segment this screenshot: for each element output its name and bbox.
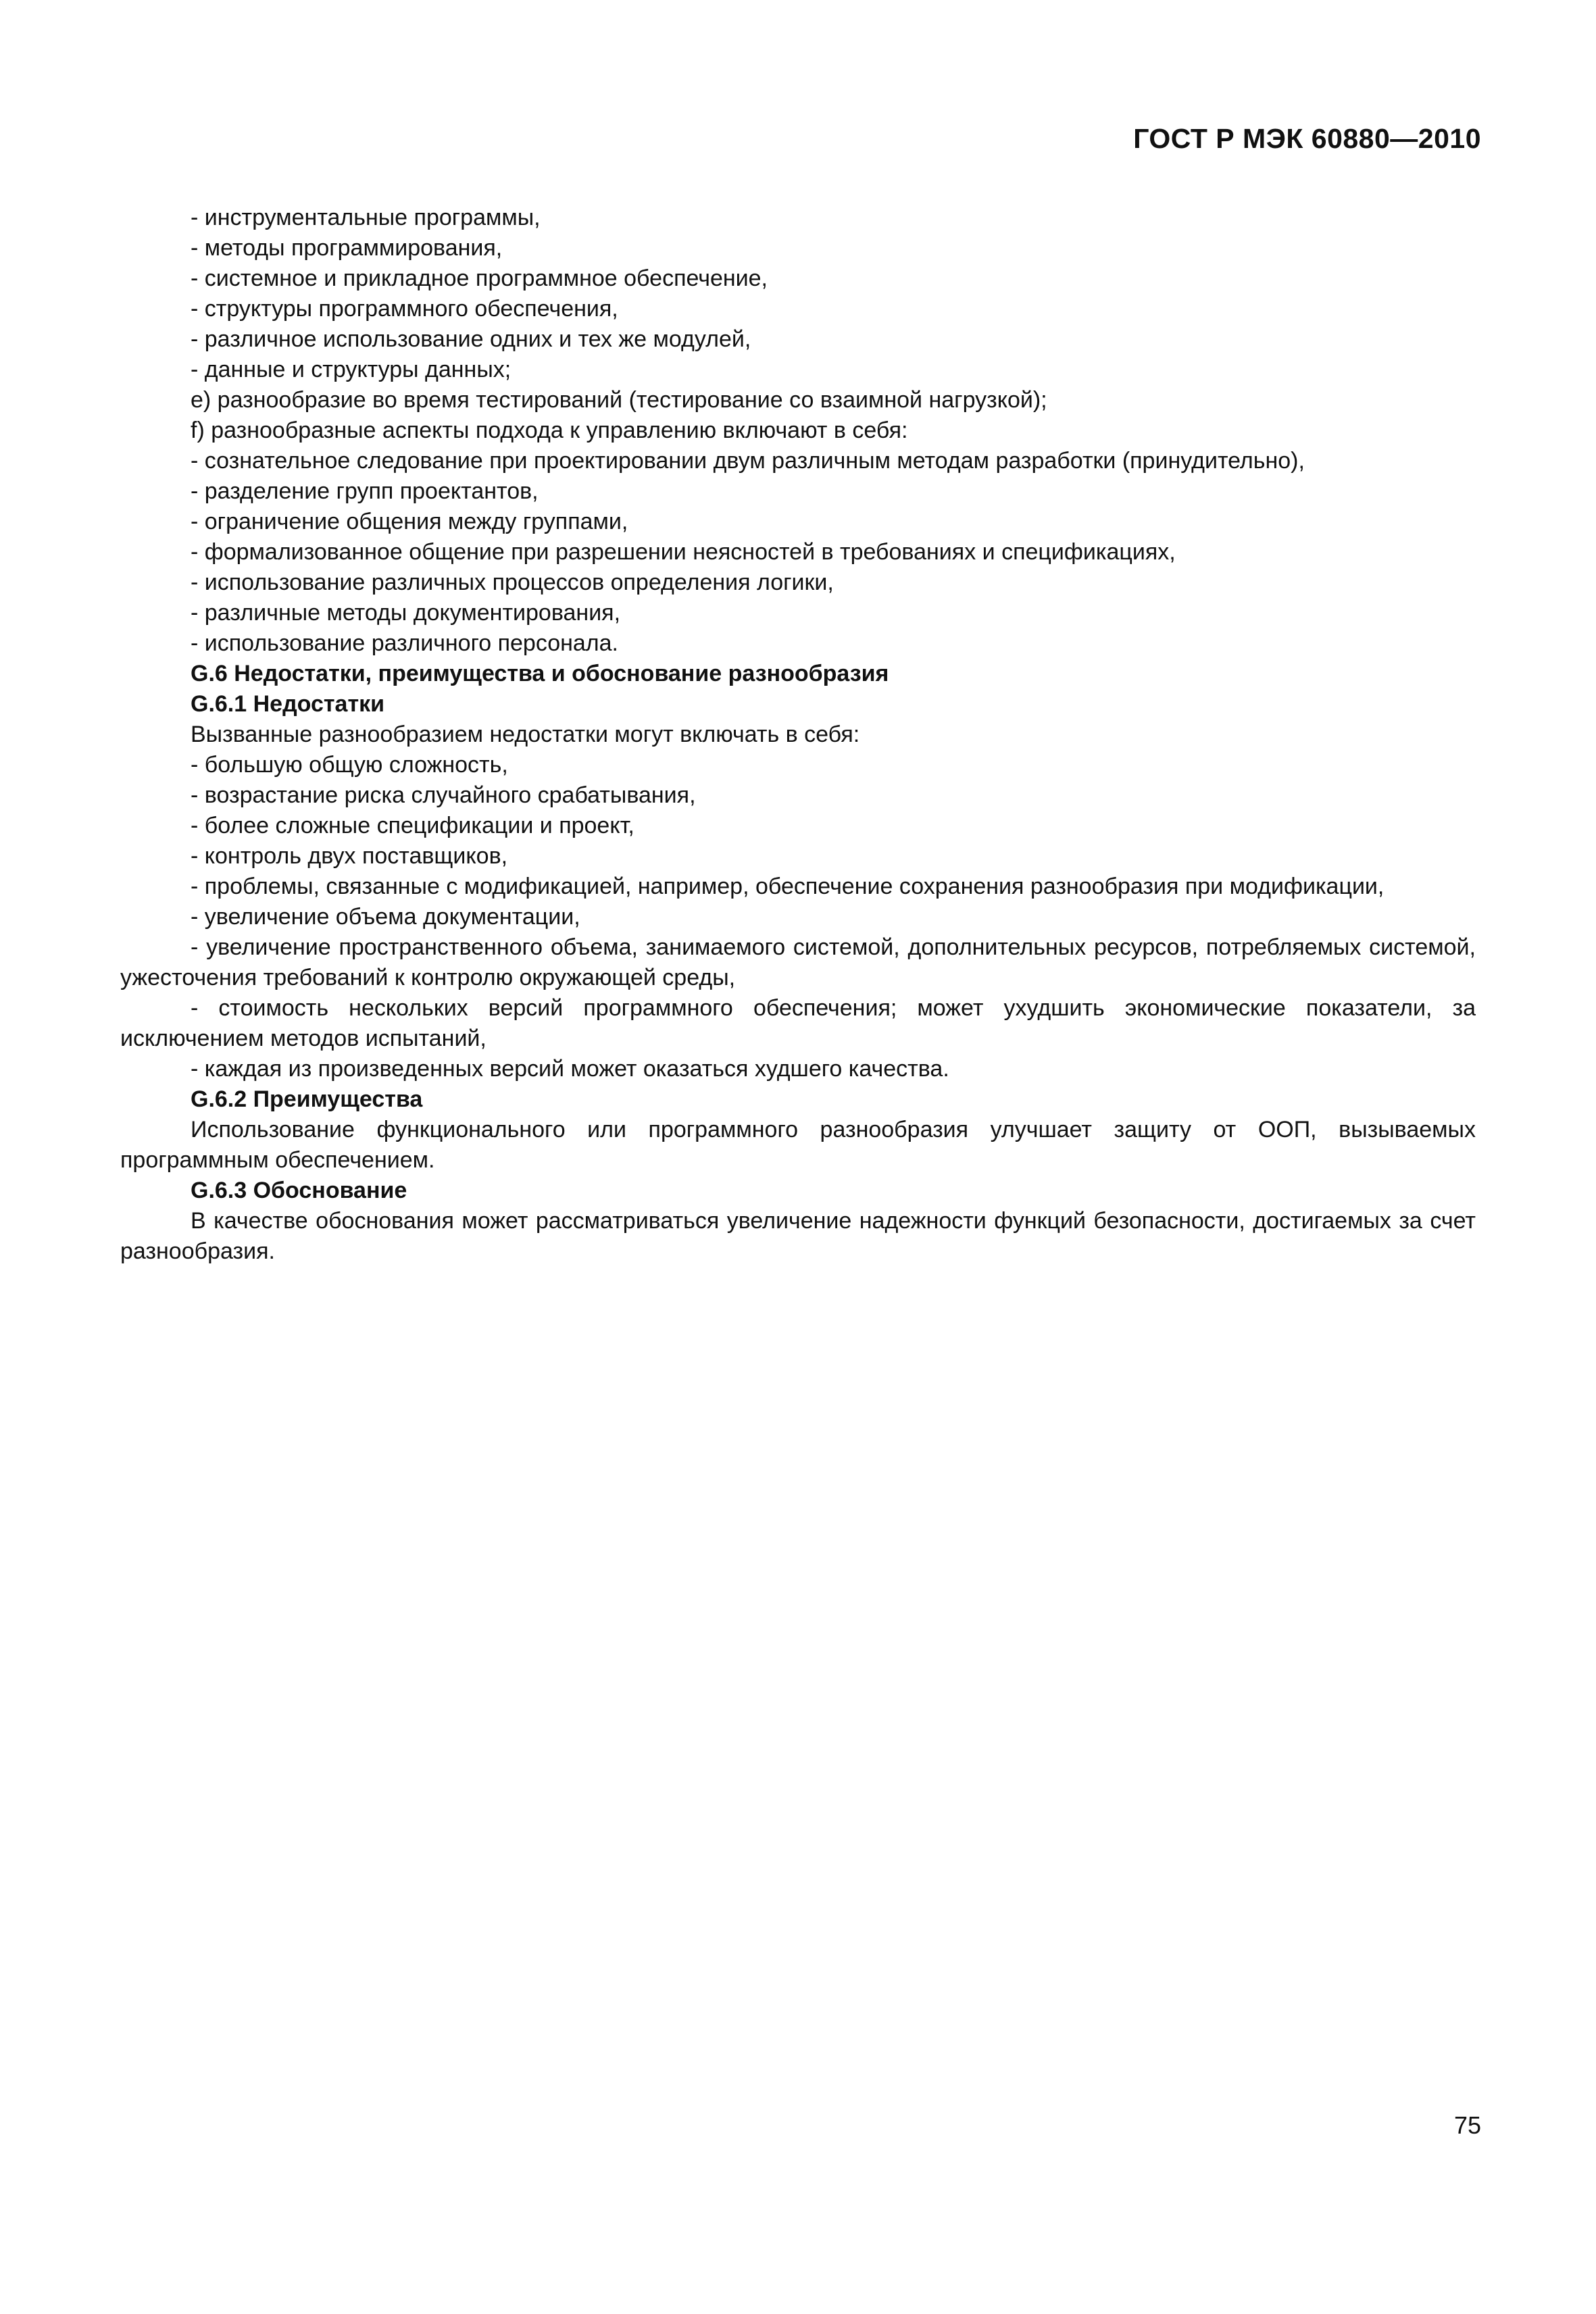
paragraph: Использование функционального или программного разнообразия улучшает защиту от ООП, вызываемых программным обеспечением. bbox=[120, 1117, 1476, 1173]
paragraph-line: Вызванные разнообразием недостатки могут включать в себя: bbox=[191, 722, 860, 747]
list-item: - системное и прикладное программное обеспечение, bbox=[191, 266, 768, 291]
paragraph: В качестве обоснования может рассматриваться увеличение надежности функций безопасности, достигаемых за счет разнообразия. bbox=[120, 1208, 1476, 1264]
subsection-heading: G.6.1 Недостатки bbox=[191, 691, 385, 717]
page-number: 75 bbox=[1453, 2111, 1481, 2139]
list-item: - использование различного персонала. bbox=[191, 630, 619, 656]
list-item: - более сложные спецификации и проект, bbox=[191, 813, 634, 838]
list-item: - стоимость нескольких версий программного обеспечения; может ухудшить экономические показатели, за исключением методов испытаний, bbox=[120, 995, 1476, 1051]
list-item: - большую общую сложность, bbox=[191, 752, 508, 778]
list-item: - возрастание риска случайного срабатывания, bbox=[191, 782, 696, 808]
section-heading: G.6 Недостатки, преимущества и обоснование разнообразия bbox=[191, 661, 889, 686]
list-item: e) разнообразие во время тестирований (тестирование со взаимной нагрузкой); bbox=[191, 387, 1047, 413]
list-item: - формализованное общение при разрешении неясностей в требованиях и спецификациях, bbox=[191, 539, 1176, 565]
list-item: - контроль двух поставщиков, bbox=[191, 843, 508, 869]
subsection-heading: G.6.2 Преимущества bbox=[191, 1086, 423, 1112]
list-item: - различные методы документирования, bbox=[191, 600, 621, 626]
list-item: - увеличение пространственного объема, занимаемого системой, дополнительных ресурсов, потребляемых системой, ужесточения требований к контролю окружающей среды, bbox=[120, 934, 1476, 990]
list-item: - сознательное следование при проектировании двум различным методам разработки (принудительно), bbox=[191, 448, 1305, 474]
list-item: - структуры программного обеспечения, bbox=[191, 296, 618, 322]
list-item: - разделение групп проектантов, bbox=[191, 478, 539, 504]
document-body bbox=[120, 203, 1476, 1267]
list-item: - каждая из произведенных версий может оказаться худшего качества. bbox=[191, 1056, 949, 1082]
list-item: - инструментальные программы, bbox=[191, 205, 541, 230]
list-item: - ограничение общения между группами, bbox=[191, 509, 628, 534]
document-header: ГОСТ Р МЭК 60880—2010 bbox=[1133, 123, 1481, 154]
list-item: f) разнообразные аспекты подхода к управлению включают в себя: bbox=[191, 418, 908, 443]
list-item: - различное использование одних и тех же модулей, bbox=[191, 326, 751, 352]
list-item: - увеличение объема документации, bbox=[191, 904, 580, 930]
list-item: - проблемы, связанные с модификацией, например, обеспечение сохранения разнообразия при модификации, bbox=[191, 874, 1385, 899]
subsection-heading: G.6.3 Обоснование bbox=[191, 1178, 407, 1203]
list-item: - использование различных процессов определения логики, bbox=[191, 570, 834, 595]
list-item: - данные и структуры данных; bbox=[191, 357, 512, 382]
list-item: - методы программирования, bbox=[191, 235, 503, 261]
